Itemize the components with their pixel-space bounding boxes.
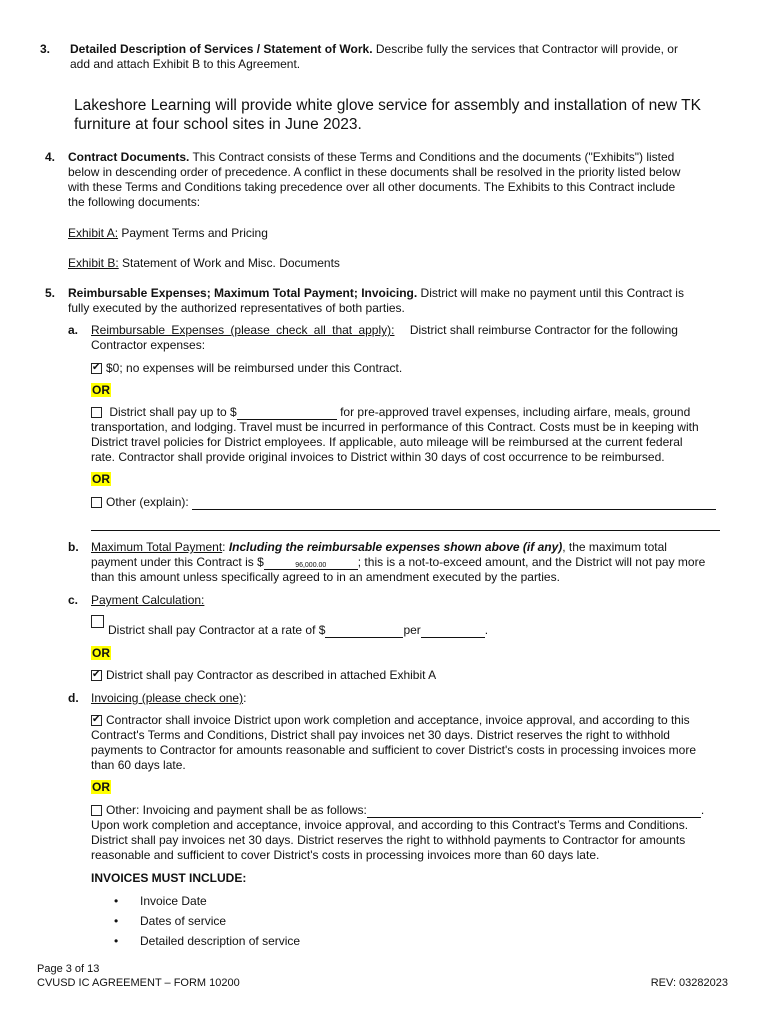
list-item: • Invoice Date (114, 894, 300, 914)
section-4-number: 4. (45, 150, 56, 164)
section-5-number: 5. (45, 286, 56, 300)
subsection-d-label: Invoicing (please check one): (91, 691, 247, 705)
option-rate: District shall pay Contractor at a rate of $ per . (108, 623, 489, 637)
other-explain-line-2[interactable] (91, 530, 720, 531)
revision: REV: 03282023 (650, 977, 728, 989)
option-no-expenses: ✔$0; no expenses will be reimbursed under this Contract. (91, 361, 402, 376)
option-invoice-standard: ✔Contractor shall invoice District upon work completion and acceptance, invoice approval, and according to this Contract's Terms and Conditions, District shall pay invoices net 30 days. District reserves the right to withhold payments to Contractor for amounts reasonable and sufficient to cover District's costs in processing invoices more than 60 days late. (91, 713, 731, 773)
subsection-c-letter: c. (68, 593, 79, 607)
option-exhibit-a: ✔District shall pay Contractor as described in attached Exhibit A (91, 668, 436, 683)
page-number: Page 3 of 13 (37, 963, 100, 975)
rate-amount-field[interactable] (325, 626, 403, 638)
section-5-title: Reimbursable Expenses; Maximum Total Payment; Invoicing. (68, 286, 418, 300)
section-3-text: Detailed Description of Services / Statement of Work. Describe fully the services that Contractor will provide, or add and attach Exhibit B to this Agreement. (70, 42, 678, 71)
or-label: OR (92, 646, 110, 660)
invoice-requirements-list (114, 894, 300, 954)
section-5-text: Reimbursable Expenses; Maximum Total Payment; Invoicing. District will make no payment until this Contract is fully executed by the authorized representatives of both parties. (68, 286, 684, 315)
exhibit-a: Exhibit A: Payment Terms and Pricing (68, 226, 268, 240)
invoice-other-checkbox[interactable] (91, 805, 102, 816)
or-label: OR (92, 472, 110, 486)
no-expenses-checkbox[interactable] (91, 363, 102, 374)
statement-of-work-entry[interactable]: Lakeshore Learning will provide white glove service for assembly and installation of new TK furniture at four school sites in June 2023. (74, 97, 701, 133)
list-item: • Detailed description of service (114, 934, 300, 954)
max-payment-amount[interactable]: 96,000.00 (264, 558, 358, 570)
form-name: CVUSD IC AGREEMENT – FORM 10200 (37, 977, 240, 989)
or-label: OR (92, 780, 110, 794)
section-4-text: Contract Documents. This Contract consists of these Terms and Conditions and the documents ("Exhibits") listed below in descending order of precedence. A conflict in these documents shall be resolved in the priority listed below with these Terms and Conditions taking precedence over all other documents. The Exhibits to this Contract include the following documents: (68, 150, 681, 209)
other-explain-field[interactable] (192, 498, 716, 510)
subsection-b-text: Maximum Total Payment: Including the reimbursable expenses shown above (if any), the maximum total payment under this Contract is $ 96,000.00 ; this is a not-to-exceed amount, and the District will not pay more than this amount unless specifically agreed to in an amendment executed by the parties. (91, 540, 706, 584)
footer-left (37, 962, 240, 990)
subsection-d-letter: d. (68, 691, 79, 705)
or-label: OR (92, 383, 110, 397)
exhibit-b: Exhibit B: Statement of Work and Misc. Documents (68, 256, 340, 270)
exhibit-a-checkbox[interactable] (91, 670, 102, 681)
rate-per-field[interactable] (421, 626, 485, 638)
invoices-must-include: INVOICES MUST INCLUDE: (91, 871, 247, 885)
subsection-c-label: Payment Calculation: (91, 593, 205, 607)
other-expenses-checkbox[interactable] (91, 497, 102, 508)
section-3-number: 3. (40, 42, 51, 56)
option-travel-expenses: District shall pay up to $ for pre-approved travel expenses, including airfare, meals, ground transportation, and lodging. Travel must be incurred in performance of this Contract. Costs must be in keeping with District travel policies for District employees. If applicable, auto mileage will be reimbursed at the current federal rate. Contractor shall provide original invoices to District within 30 days of cost occurrence to be reimbursed. (91, 405, 699, 464)
travel-amount-field[interactable] (237, 408, 337, 420)
option-other-expenses: Other (explain): (91, 495, 716, 510)
list-item: • Dates of service (114, 914, 300, 934)
rate-checkbox[interactable] (91, 615, 104, 628)
invoice-other-field[interactable] (367, 806, 701, 818)
subsection-a-letter: a. (68, 323, 79, 337)
subsection-b-letter: b. (68, 540, 79, 554)
subsection-a-text: Reimbursable Expenses (please check all that apply): District shall reimburse Contractor for the following Contractor expenses: (91, 323, 678, 352)
section-4-title: Contract Documents. (68, 150, 190, 164)
invoice-standard-checkbox[interactable] (91, 715, 102, 726)
section-3-title: Detailed Description of Services / Statement of Work. (70, 42, 373, 56)
travel-expenses-checkbox[interactable] (91, 407, 102, 418)
option-invoice-other: Other: Invoicing and payment shall be as follows: . Upon work completion and acceptance, invoice approval, and according to this Contract's Terms and Conditions. District shall pay invoices net 30 days. District reserves the right to withhold payments to Contractor for amounts reasonable and sufficient to cover District's costs in processing invoices more than 60 days late. (91, 803, 705, 862)
